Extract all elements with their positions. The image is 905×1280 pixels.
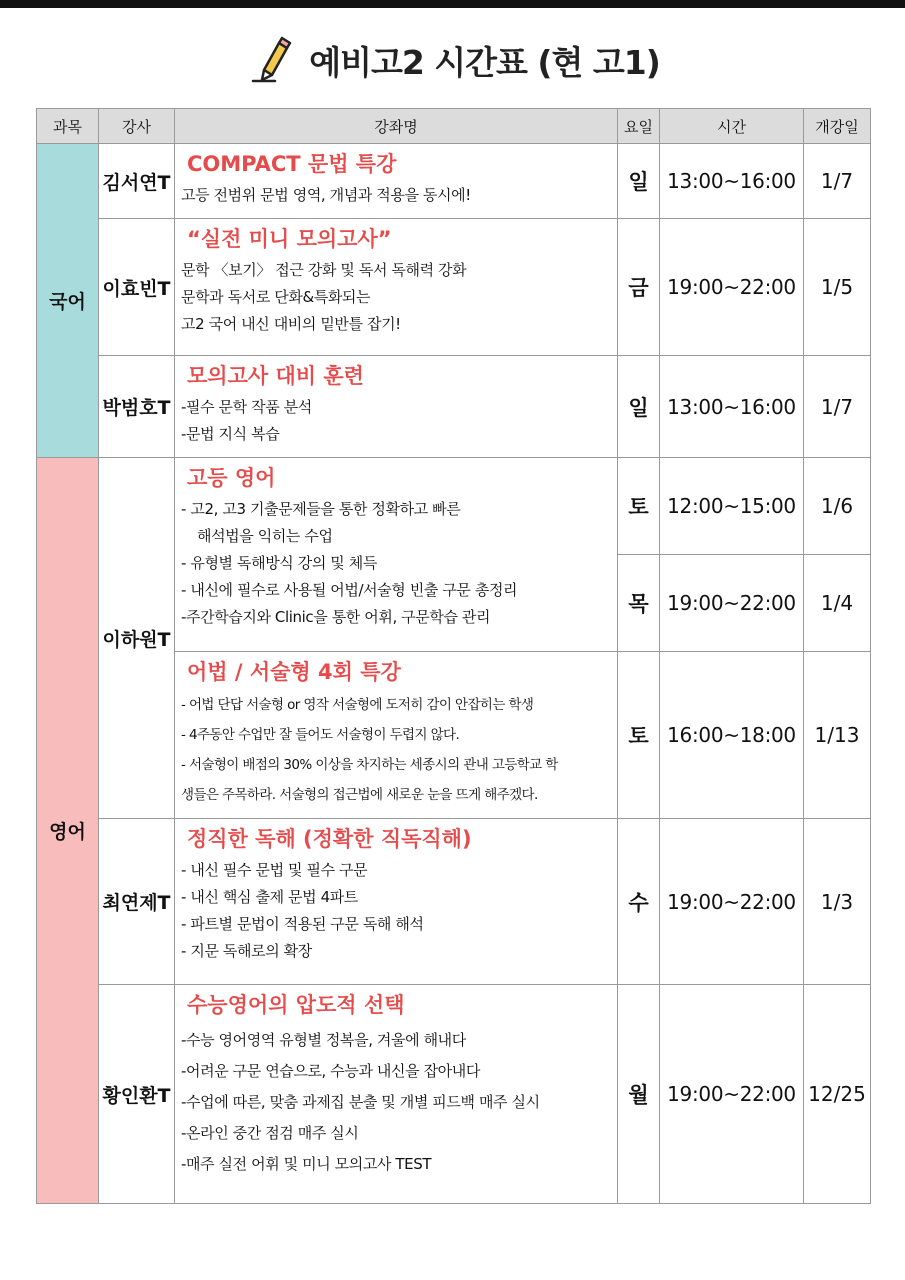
course-desc: - 파트별 문법이 적용된 구문 독해 해석	[181, 915, 424, 933]
teacher-name: 최연제T	[99, 819, 175, 985]
course-title: 어법 / 서술형 4회 특강	[187, 660, 401, 684]
course-desc: -필수 문학 작품 분석	[181, 398, 312, 416]
header-teacher: 강사	[99, 109, 175, 144]
course-desc: - 내신 핵심 출제 문법 4파트	[181, 888, 358, 906]
subject-english: 영어	[37, 458, 99, 1204]
start-date-cell: 1/3	[804, 819, 871, 985]
course-cell	[175, 819, 618, 985]
header-day: 요일	[618, 109, 660, 144]
table-row	[37, 985, 871, 1204]
header-time: 시간	[660, 109, 804, 144]
course-desc: - 내신 필수 문법 및 필수 구문	[181, 861, 368, 879]
course-cell	[175, 144, 618, 219]
course-desc: 생들은 주목하라. 서술형의 접근법에 새로운 눈을 뜨게 해주겠다.	[181, 787, 538, 803]
subject-korean: 국어	[37, 144, 99, 458]
time-cell: 13:00~16:00	[660, 144, 804, 219]
start-date-cell: 1/4	[804, 555, 871, 652]
table-row	[37, 356, 871, 458]
time-cell: 12:00~15:00	[660, 458, 804, 555]
time-cell: 16:00~18:00	[660, 652, 804, 819]
course-desc: - 고2, 고3 기출문제들을 통한 정확하고 빠른	[181, 500, 461, 518]
table-row	[37, 219, 871, 356]
day-cell: 목	[618, 555, 660, 652]
day-cell: 수	[618, 819, 660, 985]
page-title: 예비고2 시간표 (현 고1)	[309, 42, 660, 82]
teacher-name: 이하원T	[99, 458, 175, 819]
table-row	[37, 144, 871, 219]
course-desc: - 내신에 필수로 사용될 어법/서술형 빈출 구문 총정리	[181, 581, 518, 599]
course-desc: -수업에 따른, 맞춤 과제집 분출 및 개별 피드백 매주 실시	[181, 1093, 540, 1111]
course-cell	[175, 985, 618, 1204]
start-date-cell: 12/25	[804, 985, 871, 1204]
course-desc: -온라인 중간 점검 매주 실시	[181, 1124, 359, 1142]
teacher-name: 이효빈T	[99, 219, 175, 356]
teacher-name: 황인환T	[99, 985, 175, 1204]
teacher-name: 박범호T	[99, 356, 175, 458]
pencil-icon	[245, 35, 295, 85]
course-cell	[175, 652, 618, 819]
start-date-cell: 1/7	[804, 144, 871, 219]
course-cell	[175, 458, 618, 652]
header-subject: 과목	[37, 109, 99, 144]
course-title: 수능영어의 압도적 선택	[187, 993, 405, 1017]
course-desc: -수능 영어영역 유형별 정복을, 겨울에 해내다	[181, 1031, 466, 1049]
header-start-date: 개강일	[804, 109, 871, 144]
start-date-cell: 1/6	[804, 458, 871, 555]
day-cell: 토	[618, 458, 660, 555]
course-desc: -주간학습지와 Clinic을 통한 어휘, 구문학습 관리	[181, 608, 491, 626]
time-cell: 13:00~16:00	[660, 356, 804, 458]
course-desc: -문법 지식 복습	[181, 425, 280, 443]
page-header	[0, 28, 905, 92]
course-desc: -매주 실전 어휘 및 미니 모의고사 TEST	[181, 1155, 432, 1173]
top-border	[0, 0, 905, 8]
header-course: 강좌명	[175, 109, 618, 144]
table-row	[37, 819, 871, 985]
course-desc: - 어법 단답 서술형 or 영작 서술형에 도저히 감이 안잡히는 학생	[181, 697, 534, 713]
timetable	[36, 108, 871, 1204]
course-desc: -어려운 구문 연습으로, 수능과 내신을 잡아내다	[181, 1062, 480, 1080]
time-cell: 19:00~22:00	[660, 819, 804, 985]
course-title: 고등 영어	[187, 466, 276, 490]
course-desc: 고등 전범위 문법 영역, 개념과 적용을 동시에!	[181, 186, 471, 204]
day-cell: 토	[618, 652, 660, 819]
day-cell: 금	[618, 219, 660, 356]
start-date-cell: 1/5	[804, 219, 871, 356]
header-row	[37, 109, 871, 144]
day-cell: 일	[618, 144, 660, 219]
start-date-cell: 1/13	[804, 652, 871, 819]
course-cell	[175, 219, 618, 356]
time-cell: 19:00~22:00	[660, 985, 804, 1204]
course-title: 정직한 독해 (정확한 직독직해)	[187, 827, 472, 851]
course-title: 모의고사 대비 훈련	[187, 364, 364, 388]
course-desc: 고2 국어 내신 대비의 밑반틀 잡기!	[181, 315, 401, 333]
course-desc: 문학과 독서로 단화&특화되는	[181, 288, 371, 306]
start-date-cell: 1/7	[804, 356, 871, 458]
course-desc: - 유형별 독해방식 강의 및 체득	[181, 554, 377, 572]
teacher-name: 김서연T	[99, 144, 175, 219]
course-desc: 해석법을 익히는 수업	[197, 527, 333, 545]
time-cell: 19:00~22:00	[660, 555, 804, 652]
course-desc: - 서술형이 배점의 30% 이상을 차지하는 세종시의 관내 고등학교 학	[181, 757, 558, 773]
day-cell: 일	[618, 356, 660, 458]
course-desc: - 지문 독해로의 확장	[181, 942, 312, 960]
time-cell: 19:00~22:00	[660, 219, 804, 356]
day-cell: 월	[618, 985, 660, 1204]
course-desc: - 4주동안 수업만 잘 들어도 서술형이 두렵지 않다.	[181, 727, 460, 743]
course-cell	[175, 356, 618, 458]
course-title: “실전 미니 모의고사”	[187, 227, 392, 251]
course-desc: 문학 〈보기〉 접근 강화 및 독서 독해력 강화	[181, 261, 467, 279]
course-title: COMPACT 문법 특강	[187, 152, 397, 176]
table-row	[37, 458, 871, 555]
